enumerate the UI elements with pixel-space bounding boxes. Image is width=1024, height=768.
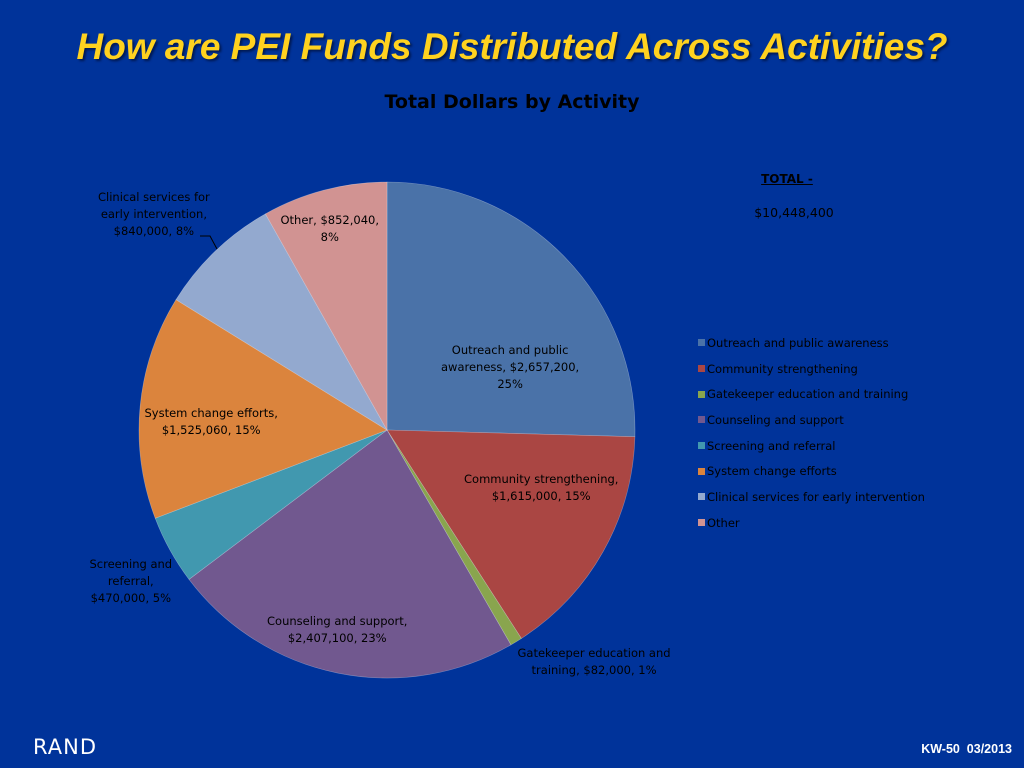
- data-label-line: Outreach and public: [451, 343, 569, 357]
- legend-label: System change efforts: [707, 464, 837, 479]
- data-label-line: $1,615,000, 15%: [491, 489, 591, 503]
- legend-item: [698, 433, 1018, 459]
- data-label-line: early intervention,: [100, 207, 207, 221]
- legend-swatch: [698, 442, 705, 449]
- rand-logo: RAND: [33, 735, 97, 759]
- legend-item: [698, 330, 1018, 356]
- data-label-line: Community strengthening,: [464, 472, 619, 486]
- chart-title: Total Dollars by Activity: [384, 91, 640, 113]
- data-label-screening-and-referral: [90, 556, 173, 607]
- slide-title: How are PEI Funds Distributed Across Activities?: [76, 26, 948, 67]
- data-label-line: referral,: [107, 574, 154, 588]
- pie-slice-outreach-and-public-awareness: [387, 182, 635, 437]
- data-label-other: [281, 212, 380, 246]
- data-label-clinical-services-for-early-intervention: [98, 189, 210, 240]
- data-label-gatekeeper-education-and-training: [518, 645, 671, 679]
- legend-swatch: [698, 391, 705, 398]
- legend-swatch: [698, 339, 705, 346]
- legend-label: Outreach and public awareness: [707, 335, 889, 350]
- legend-label: Screening and referral: [707, 438, 836, 453]
- legend-label: Counseling and support: [707, 412, 844, 427]
- legend-item: [698, 458, 1018, 484]
- data-label-line: Counseling and support,: [267, 614, 408, 628]
- data-label-line: $840,000, 8%: [113, 224, 195, 238]
- data-label-community-strengthening: [464, 471, 618, 505]
- data-label-line: Gatekeeper education and: [517, 646, 671, 660]
- data-label-line: 8%: [320, 230, 339, 244]
- slide-code: KW-50 03/2013: [921, 742, 1012, 756]
- data-label-line: awareness, $2,657,200,: [441, 360, 580, 374]
- data-label-line: System change efforts,: [144, 406, 278, 420]
- legend-label: Community strengthening: [707, 361, 858, 376]
- legend-item: [698, 381, 1018, 407]
- legend-swatch: [698, 468, 705, 475]
- legend-swatch: [698, 493, 705, 500]
- data-label-line: Other, $852,040,: [280, 213, 379, 227]
- legend-swatch: [698, 519, 705, 526]
- data-label-line: 25%: [497, 377, 523, 391]
- data-label-line: $1,525,060, 15%: [161, 423, 261, 437]
- total-value: $10,448,400: [754, 205, 834, 220]
- legend-item: [698, 484, 1018, 510]
- legend-label: Gatekeeper education and training: [707, 387, 909, 402]
- legend-swatch: [698, 416, 705, 423]
- data-label-line: $470,000, 5%: [90, 591, 172, 605]
- legend-item: [698, 356, 1018, 382]
- legend: [698, 330, 1018, 536]
- data-label-line: Clinical services for: [98, 190, 210, 204]
- data-label-system-change-efforts: [145, 405, 278, 439]
- legend-label: Other: [707, 515, 740, 530]
- data-label-line: $2,407,100, 23%: [287, 631, 387, 645]
- data-label-counseling-and-support: [267, 613, 407, 647]
- data-label-outreach-and-public-awareness: [441, 342, 579, 393]
- data-label-line: Screening and: [89, 557, 173, 571]
- legend-item: [698, 407, 1018, 433]
- legend-item: [698, 510, 1018, 536]
- legend-swatch: [698, 365, 705, 372]
- data-label-line: training, $82,000, 1%: [531, 663, 657, 677]
- total-label: TOTAL -: [761, 172, 813, 186]
- legend-label: Clinical services for early intervention: [707, 489, 925, 504]
